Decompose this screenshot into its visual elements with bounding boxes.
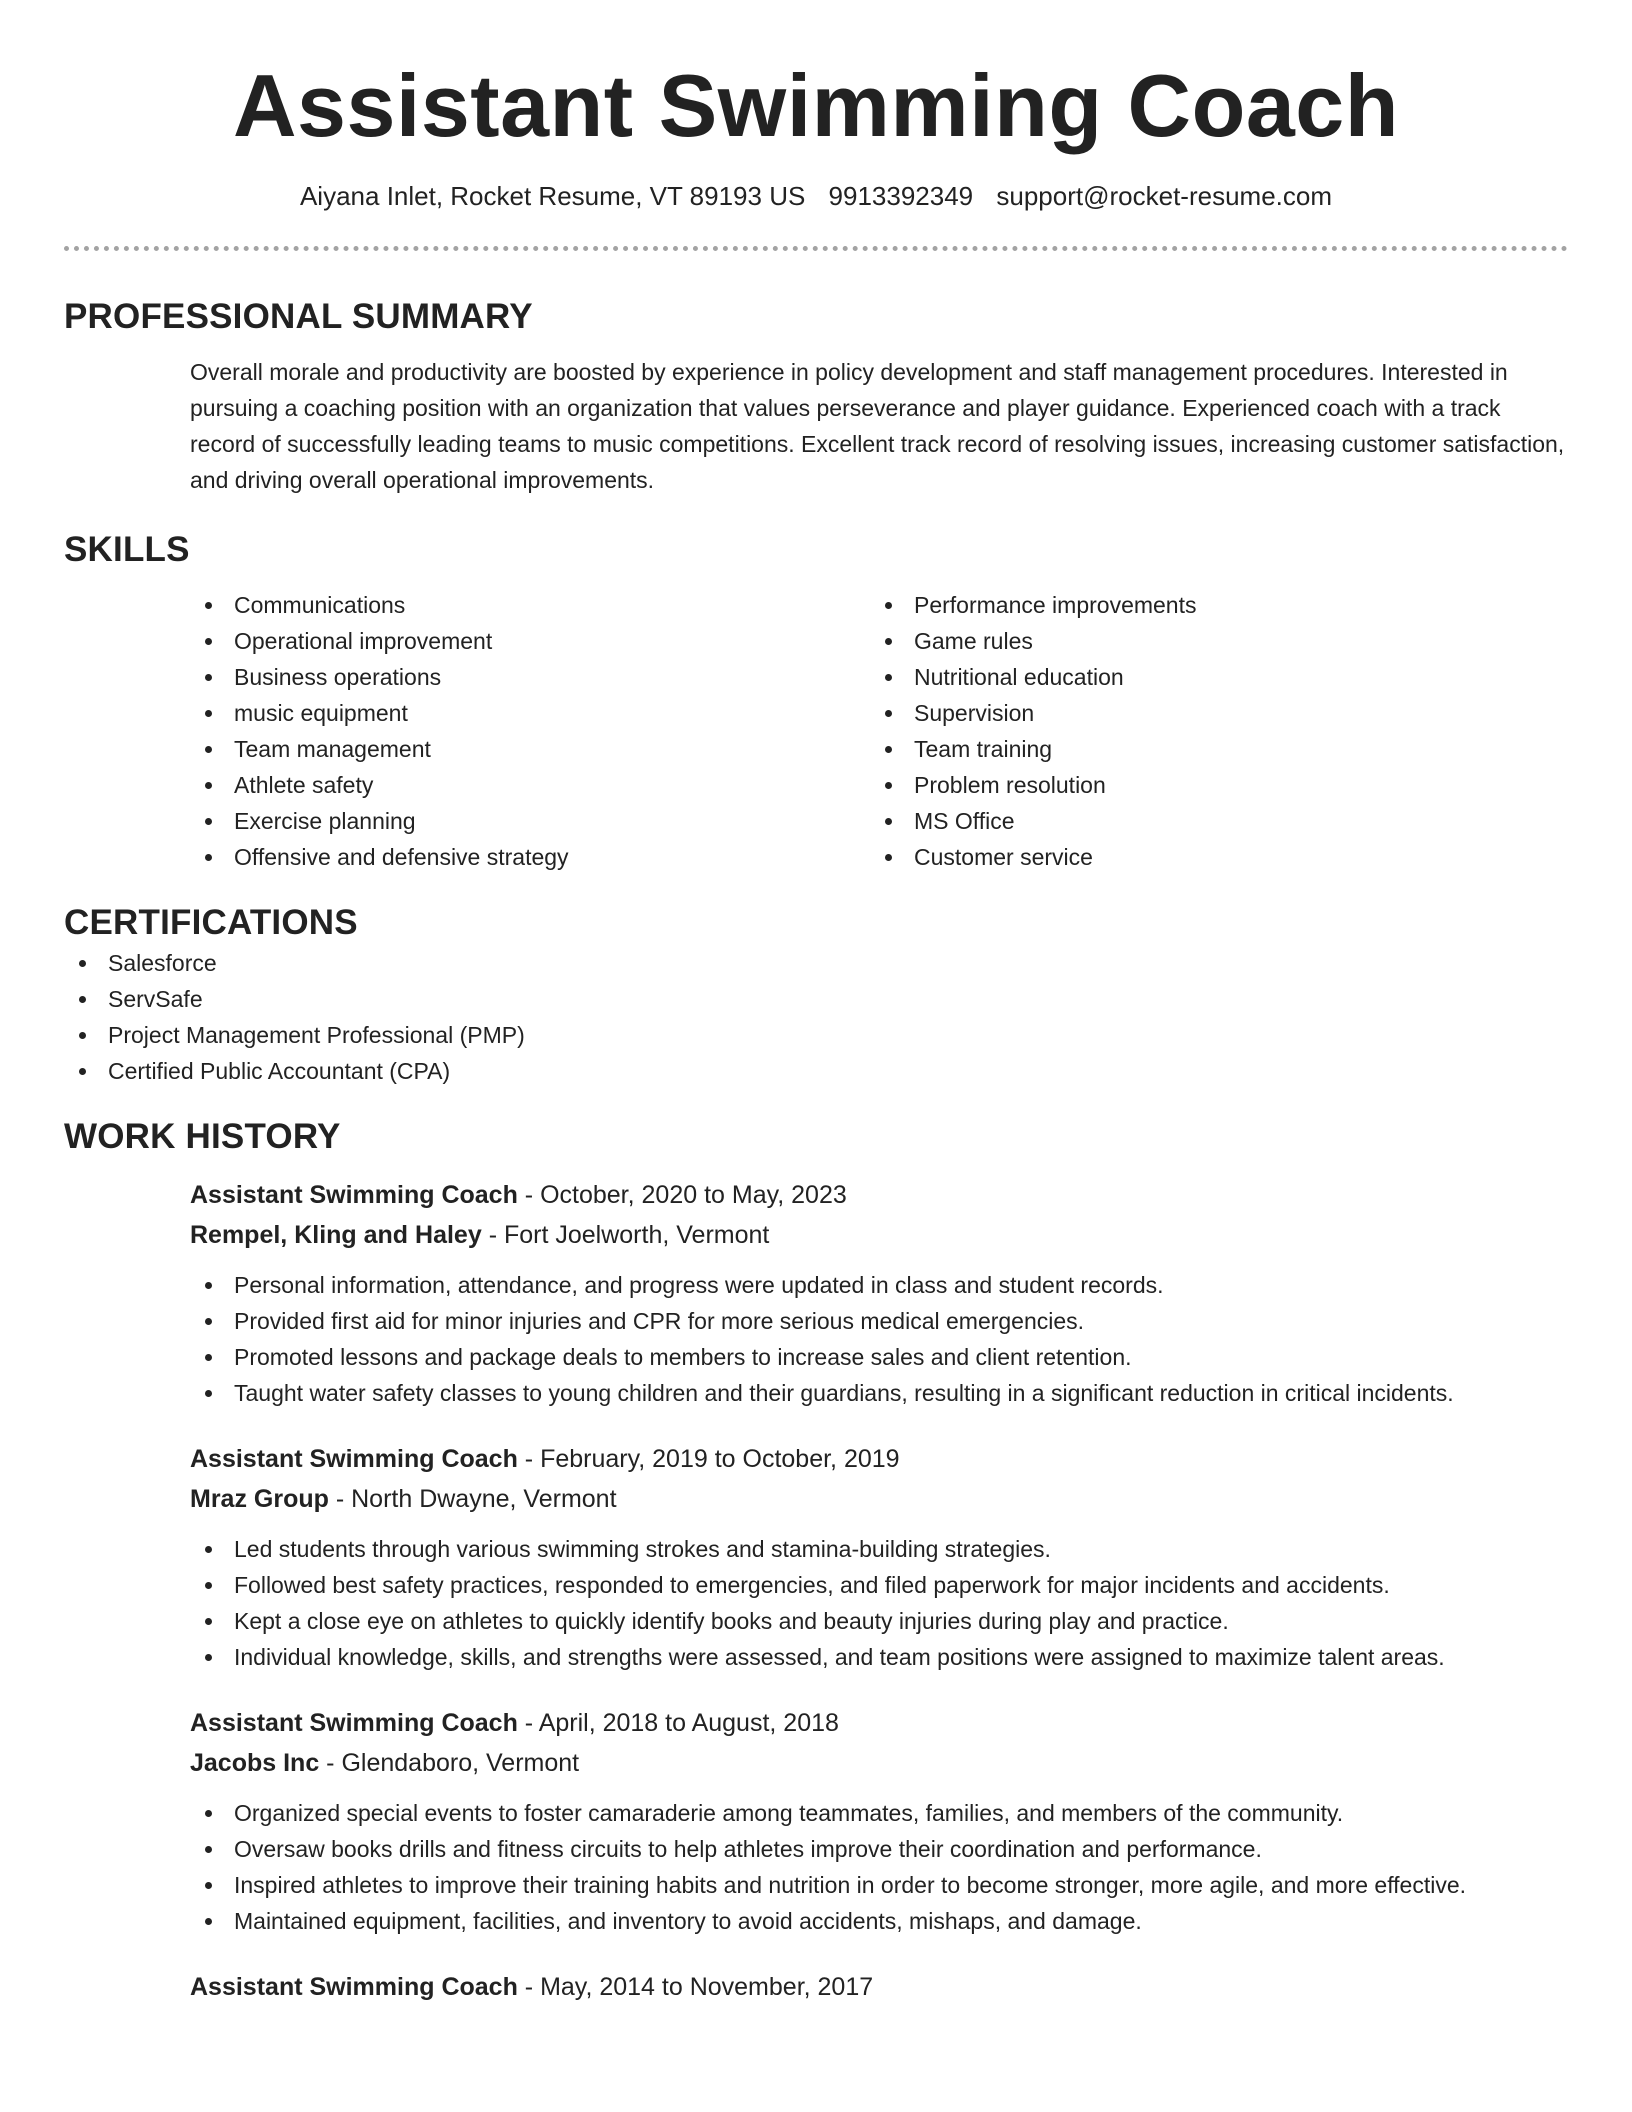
job-title: Assistant Swimming Coach: [190, 1709, 518, 1737]
job-entry: [190, 1967, 1568, 2007]
job-bullet: Oversaw books drills and fitness circuits to help athletes improve their coordination and performance.: [190, 1831, 1568, 1867]
job-company: Mraz Group: [190, 1485, 329, 1513]
job-bullet: Taught water safety classes to young children and their guardians, resulting in a significant reduction in critical incidents.: [190, 1375, 1568, 1411]
certification-item: Salesforce: [64, 945, 1568, 981]
skill-item: Game rules: [870, 623, 1550, 659]
job-bullet: Organized special events to foster camaraderie among teammates, families, and members of the community.: [190, 1795, 1568, 1831]
resume-name: Assistant Swimming Coach: [232, 56, 1399, 155]
skill-item: Communications: [190, 587, 870, 623]
certification-item: Certified Public Accountant (CPA): [64, 1053, 1568, 1089]
header-divider: [64, 246, 1568, 251]
job-bullet: Personal information, attendance, and progress were updated in class and student records.: [190, 1267, 1568, 1303]
job-title-line: [190, 1703, 1568, 1743]
job-bullet: Individual knowledge, skills, and strengths were assessed, and team positions were assigned to maximize talent areas.: [190, 1639, 1568, 1675]
job-title: Assistant Swimming Coach: [190, 1973, 518, 2001]
job-title: Assistant Swimming Coach: [190, 1445, 518, 1473]
job-dates: - May, 2014 to November, 2017: [517, 1973, 874, 2001]
job-bullet: Maintained equipment, facilities, and inventory to avoid accidents, mishaps, and damage.: [190, 1903, 1568, 1939]
skill-item: Business operations: [190, 659, 870, 695]
job-entry: [190, 1439, 1568, 1675]
job-dates: - April, 2018 to August, 2018: [517, 1709, 839, 1737]
skill-item: music equipment: [190, 695, 870, 731]
certifications-heading: CERTIFICATIONS: [64, 903, 358, 942]
work-history-heading: WORK HISTORY: [64, 1117, 341, 1156]
skills-heading: SKILLS: [64, 530, 190, 569]
contact-email: support@rocket-resume.com: [996, 181, 1333, 211]
skill-item: Performance improvements: [870, 587, 1550, 623]
summary-text: Overall morale and productivity are boosted by experience in policy development and staff management procedures. Interested in pursuing a coaching position with an organization that values perseverance and player guidance. Experienced coach with a track record of successfully leading teams to music competitions. Excellent track record of resolving issues, increasing customer satisfaction, and driving overall operational improvements.: [190, 359, 1565, 493]
job-company-line: [190, 1215, 1568, 1255]
skill-item: Customer service: [870, 839, 1550, 875]
job-company: Jacobs Inc: [190, 1749, 320, 1777]
job-dates: - February, 2019 to October, 2019: [517, 1445, 900, 1473]
skill-item: Offensive and defensive strategy: [190, 839, 870, 875]
job-location: - Fort Joelworth, Vermont: [481, 1221, 770, 1249]
job-dates: - October, 2020 to May, 2023: [517, 1181, 847, 1209]
job-company-line: [190, 1743, 1568, 1783]
job-entry: [190, 1175, 1568, 1411]
skill-item: Team training: [870, 731, 1550, 767]
job-bullet: Kept a close eye on athletes to quickly identify books and beauty injuries during play and practice.: [190, 1603, 1568, 1639]
job-location: - Glendaboro, Vermont: [319, 1749, 580, 1777]
job-title-line: [190, 1967, 1568, 2007]
skill-item: Supervision: [870, 695, 1550, 731]
contact-address: Aiyana Inlet, Rocket Resume, VT 89193 US: [299, 181, 806, 211]
job-entry: [190, 1703, 1568, 1939]
skill-item: Problem resolution: [870, 767, 1550, 803]
certification-item: ServSafe: [64, 981, 1568, 1017]
job-title: Assistant Swimming Coach: [190, 1181, 518, 1209]
resume-page: [64, 0, 1568, 2007]
skill-item: Nutritional education: [870, 659, 1550, 695]
skill-item: Operational improvement: [190, 623, 870, 659]
job-bullets: [190, 1531, 1568, 1675]
certifications-list: [64, 945, 1568, 1089]
summary-heading: PROFESSIONAL SUMMARY: [64, 297, 533, 336]
contact-line: [64, 180, 1568, 212]
job-bullets: [190, 1267, 1568, 1411]
skill-item: Team management: [190, 731, 870, 767]
skill-item: Exercise planning: [190, 803, 870, 839]
job-company-line: [190, 1479, 1568, 1519]
skills-list-left: [190, 587, 870, 875]
job-location: - North Dwayne, Vermont: [328, 1485, 617, 1513]
skill-item: MS Office: [870, 803, 1550, 839]
skill-item: Athlete safety: [190, 767, 870, 803]
job-bullet: Promoted lessons and package deals to members to increase sales and client retention.: [190, 1339, 1568, 1375]
job-company: Rempel, Kling and Haley: [190, 1221, 482, 1249]
contact-phone: 9913392349: [828, 181, 974, 211]
certification-item: Project Management Professional (PMP): [64, 1017, 1568, 1053]
job-bullet: Inspired athletes to improve their training habits and nutrition in order to become stronger, more agile, and more effective.: [190, 1867, 1568, 1903]
skills-columns: [190, 587, 1568, 875]
job-bullets: [190, 1795, 1568, 1939]
job-title-line: [190, 1175, 1568, 1215]
skills-list-right: [870, 587, 1550, 875]
job-title-line: [190, 1439, 1568, 1479]
job-bullet: Followed best safety practices, responded to emergencies, and filed paperwork for major incidents and accidents.: [190, 1567, 1568, 1603]
job-bullet: Led students through various swimming strokes and stamina-building strategies.: [190, 1531, 1568, 1567]
job-bullet: Provided first aid for minor injuries and CPR for more serious medical emergencies.: [190, 1303, 1568, 1339]
